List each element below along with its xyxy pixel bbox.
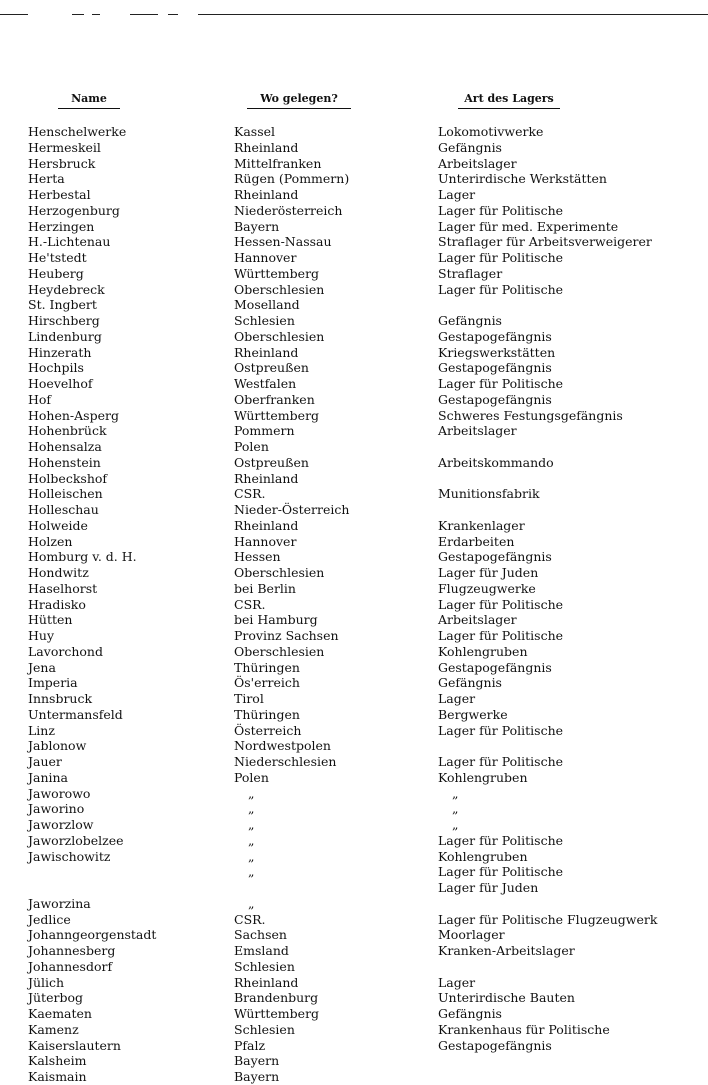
camp-location: Brandenburg [234,990,319,1006]
table-row [0,770,708,786]
camp-name: Imperia [28,675,78,691]
camp-name: Hohen-Asperg [28,407,119,423]
table-row [0,502,708,518]
camp-name: Johannesberg [28,943,116,958]
camp-type: Lager [438,187,476,202]
camp-type: Gestapogefängnis [438,360,552,376]
camp-location: Nieder-Österreich [234,502,350,517]
camp-name: Jaworzina [28,895,91,911]
camp-name: Jawischowitz [28,848,111,864]
table-row [0,455,708,471]
table-row [0,124,708,140]
camp-type: „ [452,785,459,801]
table-row [0,943,708,959]
camp-name: Janina [28,769,69,785]
table-row [0,282,708,298]
camp-type: Lager für Politische [438,281,564,297]
camp-location: „ [248,848,255,864]
camp-location: Österreich [234,722,302,738]
camp-location: Sachsen [234,927,287,943]
camp-name: Hondwitz [28,565,89,580]
camp-name: Kaismain [28,1069,87,1084]
table-row [0,912,708,928]
camp-type: Gestapogefängnis [438,659,552,675]
table-row [0,833,708,849]
camp-location: „ [248,864,255,880]
table-header [0,92,708,114]
camp-type: Lager für Politische [438,722,564,738]
camp-location: Hannover [234,250,297,265]
camp-location: Bayern [234,1069,280,1084]
table-row [0,801,708,817]
camp-location: Tirol [234,691,264,706]
camp-location: Hannover [234,533,297,549]
camp-location: Westfalen [234,376,297,391]
camp-type: Lager für Juden [438,880,539,895]
camp-type: Lokomotivwerke [438,124,544,139]
camp-location: Mittelfranken [234,155,322,171]
table-row [0,628,708,644]
camp-name: He'tstedt [28,250,87,265]
camp-type: Gestapogefängnis [438,1037,552,1053]
table-row [0,329,708,345]
camp-name: Jena [28,659,56,675]
camp-name: Johannesdorf [28,958,113,974]
camp-name: Innsbruck [28,691,93,706]
camp-type: Lager für Politische [438,754,564,769]
table-row [0,313,708,329]
camp-name: Jauer [28,754,62,769]
camp-name: Kalsheim [28,1053,87,1069]
table-row [0,156,708,172]
camp-location: „ [248,801,255,817]
camp-type: Straflager für Arbeitsverweigerer [438,234,652,250]
camp-type: „ [452,817,459,832]
header-location: Wo gelegen? [247,92,351,109]
camp-location: CSR. [234,911,266,927]
table-row [0,1038,708,1054]
camp-location: Niederösterreich [234,202,343,218]
camp-location: Württemberg [234,407,320,423]
camp-name: Kaiserslautern [28,1037,121,1053]
camp-name: Holweide [28,517,88,533]
camp-location: Oberschlesien [234,565,325,580]
table-row [0,203,708,219]
camp-location: Pfalz [234,1037,266,1053]
camp-type: Gestapogefängnis [438,328,552,344]
camp-location: Oberfranken [234,391,315,407]
camp-type: Arbeitskommando [438,454,554,470]
camp-type: Lager [438,974,476,990]
camp-name: Hirschberg [28,313,100,328]
camp-name: Huy [28,628,55,643]
camp-name: Herzingen [28,218,95,234]
table-row [0,187,708,203]
camp-location: Rheinland [234,344,299,360]
camp-table [0,124,708,1085]
camp-location: Oberschlesien [234,328,325,344]
table-row [0,675,708,691]
camp-type: Arbeitslager [438,423,517,439]
table-row [0,880,708,896]
camp-location: Oberschlesien [234,281,325,297]
camp-type: Lager für Politische [438,864,564,880]
table-row [0,975,708,991]
camp-type: Gefängnis [438,313,502,328]
camp-type: Kohlengruben [438,848,528,864]
camp-location: Provinz Sachsen [234,628,339,643]
camp-location: Emsland [234,943,289,958]
camp-name: Jaworzlobelzee [28,832,124,848]
camp-name: Hütten [28,612,73,628]
table-row [0,1022,708,1038]
camp-type: Lager für Juden [438,565,539,580]
camp-location: Rheinland [234,470,299,486]
camp-type: Moorlager [438,927,505,943]
camp-location: „ [248,817,255,832]
camp-location: Rheinland [234,187,299,202]
camp-location: Polen [234,769,269,785]
camp-location: bei Hamburg [234,612,318,628]
camp-type: Erdarbeiten [438,533,515,549]
camp-type: Lager für Politische [438,202,564,218]
camp-location: Rheinland [234,974,299,990]
camp-type: Lager für Politische [438,832,564,848]
camp-type: Lager [438,691,476,706]
camp-name: Linz [28,722,55,738]
camp-name: Hoevelhof [28,376,93,391]
table-row [0,786,708,802]
table-row [0,392,708,408]
table-row [0,1006,708,1022]
table-row [0,927,708,943]
camp-type: Schweres Festungsgefängnis [438,407,623,423]
camp-type: Kriegswerkstätten [438,344,556,360]
table-row [0,518,708,534]
table-row [0,439,708,455]
camp-name: Jülich [28,974,65,990]
table-row [0,849,708,865]
camp-location: Hessen-Nassau [234,234,332,250]
camp-location: CSR. [234,596,266,612]
camp-type: Gestapogefängnis [438,391,552,407]
camp-location: Hessen [234,549,281,565]
table-row [0,896,708,912]
camp-location: Schlesien [234,958,295,974]
table-row [0,1053,708,1069]
camp-name: Homburg v. d. H. [28,549,137,565]
camp-name: Hohenbrück [28,423,107,439]
camp-type: Gefängnis [438,675,502,691]
camp-location: Moselland [234,297,300,313]
camp-type: Gefängnis [438,1006,502,1021]
camp-location: Ostpreußen [234,360,309,376]
camp-location: Polen [234,439,269,454]
camp-name: Hradisko [28,596,86,612]
table-row [0,297,708,313]
camp-name: Holleischen [28,486,103,502]
camp-name: H.-Lichtenau [28,234,111,250]
camp-name: Jaworowo [28,785,91,801]
camp-type: Unterirdische Bauten [438,990,575,1006]
table-row [0,1069,708,1085]
camp-name: Henschelwerke [28,124,127,139]
camp-name: Kamenz [28,1021,79,1037]
camp-type: Krankenlager [438,517,525,533]
camp-name: Jaworzlow [28,817,94,832]
table-row [0,549,708,565]
camp-location: Rügen (Pommern) [234,171,350,187]
camp-location: Ös'erreich [234,675,300,691]
camp-name: Hersbruck [28,155,96,171]
table-row [0,345,708,361]
camp-type: Krankenhaus für Politische [438,1021,610,1037]
camp-location: Niederschlesien [234,754,337,769]
camp-name: Untermansfeld [28,706,123,722]
camp-type: Flugzeugwerke [438,580,536,596]
camp-name: Hermeskeil [28,139,101,155]
table-row [0,234,708,250]
camp-location: Kassel [234,124,276,139]
table-row [0,250,708,266]
camp-type: Munitionsfabrik [438,486,540,502]
camp-type: Unterirdische Werkstätten [438,171,607,187]
camp-location: Rheinland [234,517,299,533]
table-row [0,660,708,676]
camp-location: Schlesien [234,313,295,328]
table-row [0,486,708,502]
camp-type: Kohlengruben [438,643,528,659]
table-row [0,597,708,613]
table-row [0,612,708,628]
table-row [0,171,708,187]
table-row [0,644,708,660]
camp-type: Lager für med. Experimente [438,218,619,234]
table-row [0,738,708,754]
camp-name: Holleschau [28,502,99,517]
camp-type: Straflager [438,265,503,281]
table-row [0,534,708,550]
camp-name: Hohensalza [28,439,102,454]
camp-type: Gefängnis [438,139,502,155]
camp-location: Pommern [234,423,295,439]
camp-type: Kohlengruben [438,769,528,785]
camp-name: Jablonow [28,738,87,754]
camp-location: Schlesien [234,1021,295,1037]
camp-location: Nordwestpolen [234,738,331,754]
camp-location: Bayern [234,218,280,234]
camp-name: Herta [28,171,65,187]
camp-location: Württemberg [234,1006,320,1021]
camp-type: Lager für Politische [438,596,564,612]
table-row [0,266,708,282]
top-rule [0,14,708,22]
camp-name: Holbeckshof [28,470,108,486]
table-row [0,723,708,739]
camp-type: Arbeitslager [438,155,517,171]
camp-type: Gestapogefängnis [438,549,552,565]
camp-type: Lager für Politische [438,628,564,643]
camp-location: Rheinland [234,139,299,155]
table-row [0,140,708,156]
camp-name: Haselhorst [28,580,98,596]
camp-name: Jaworino [28,801,85,817]
table-row [0,754,708,770]
camp-name: Kaematen [28,1006,92,1021]
header-camp-type: Art des Lagers [458,92,560,109]
camp-type: Lager für Politische Flugzeugwerk [438,911,658,927]
camp-location: Württemberg [234,265,320,281]
table-row [0,360,708,376]
camp-name: Hohenstein [28,454,101,470]
camp-name: Johanngeorgenstadt [28,927,157,943]
table-row [0,864,708,880]
camp-name: Holzen [28,533,73,549]
table-row [0,471,708,487]
table-row [0,565,708,581]
camp-name: Herbestal [28,187,91,202]
table-row [0,408,708,424]
camp-location: Bayern [234,1053,280,1069]
camp-type: Kranken-Arbeitslager [438,943,575,958]
camp-location: „ [248,895,255,911]
table-row [0,817,708,833]
camp-name: Lavorchond [28,643,103,659]
camp-location: CSR. [234,486,266,502]
camp-name: Jüterbog [28,990,83,1006]
camp-name: Lindenburg [28,328,102,344]
camp-name: Hochpils [28,360,84,376]
camp-location: Oberschlesien [234,643,325,659]
camp-location: bei Berlin [234,580,296,596]
table-row [0,219,708,235]
camp-name: Hof [28,391,52,407]
camp-name: Hinzerath [28,344,92,360]
camp-type: Arbeitslager [438,612,517,628]
camp-type: Lager für Politische [438,250,564,265]
camp-location: Ostpreußen [234,454,309,470]
table-row [0,990,708,1006]
camp-name: Heuberg [28,265,84,281]
camp-type: Bergwerke [438,706,508,722]
camp-name: Jedlice [28,911,71,927]
header-name: Name [58,92,120,109]
camp-type: „ [452,801,459,817]
camp-name: Heydebreck [28,281,105,297]
camp-location: Thüringen [234,659,300,675]
camp-name: St. Ingbert [28,297,97,313]
table-row [0,581,708,597]
camp-location: „ [248,785,255,801]
table-row [0,691,708,707]
table-row [0,423,708,439]
table-row [0,707,708,723]
camp-location: „ [248,832,255,848]
camp-name: Herzogenburg [28,202,120,218]
table-row [0,959,708,975]
table-row [0,376,708,392]
camp-type: Lager für Politische [438,376,564,391]
camp-location: Thüringen [234,706,300,722]
